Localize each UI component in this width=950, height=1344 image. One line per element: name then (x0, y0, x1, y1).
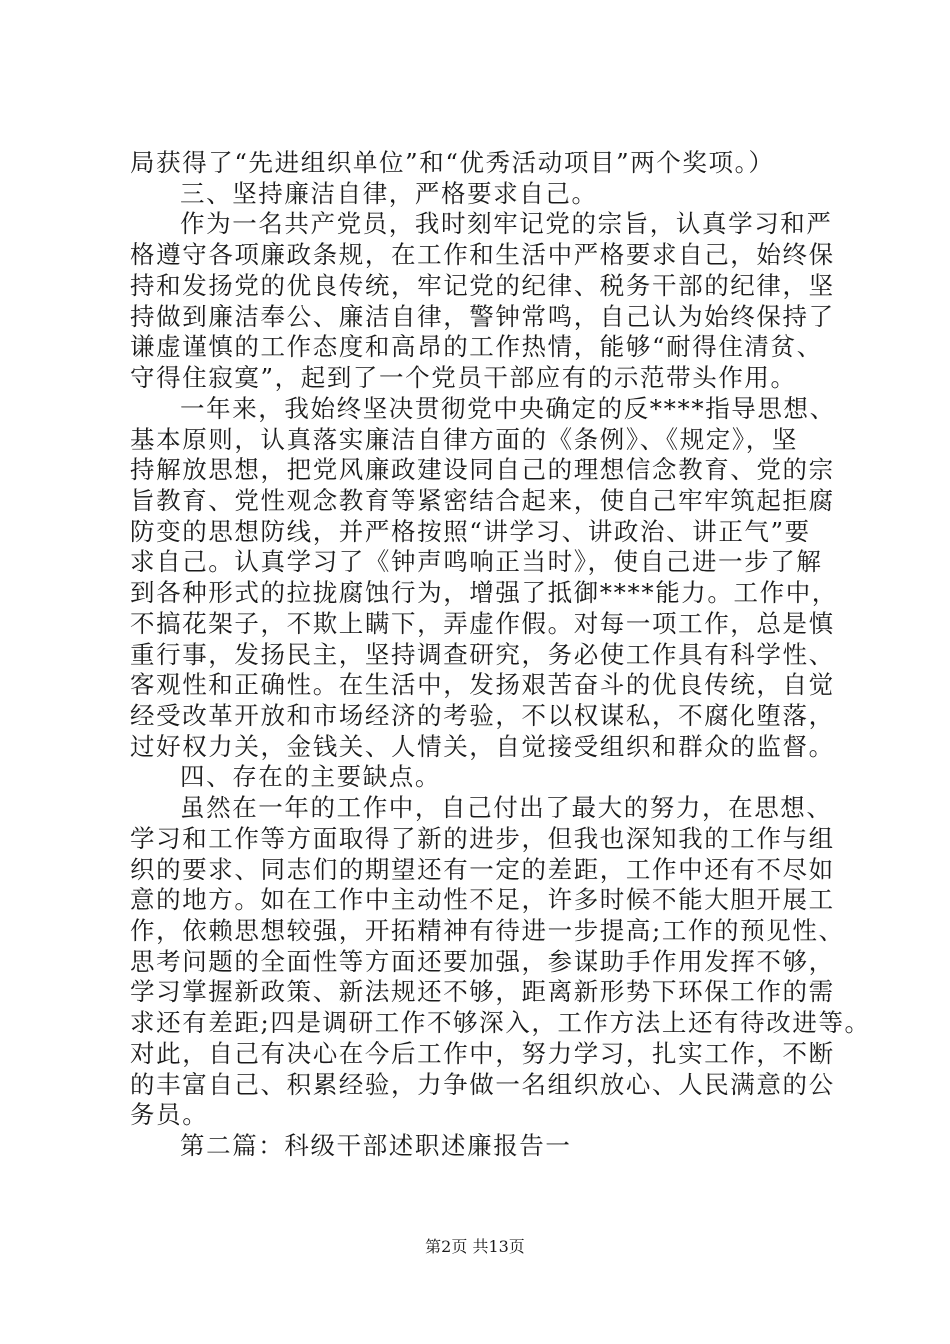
section-heading: 第二篇：科级干部述职述廉报告一 (180, 1131, 572, 1160)
text-line: 局获得了“先进组织单位”和“优秀活动项目”两个奖项。） (130, 148, 775, 177)
text-line: 谦虚谨慎的工作态度和高昂的工作热情，能够“耐得住清贫、 (130, 332, 823, 362)
text-line: 虽然在一年的工作中，自己付出了最大的努力，在思想、 (180, 793, 833, 823)
text-line: 防变的思想防线，并严格按照“讲学习、讲政治、讲正气”要 (130, 516, 811, 546)
text-line: 持和发扬党的优良传统，牢记党的纪律、税务干部的纪律，坚 (130, 270, 835, 300)
text-line: 的丰富自己、积累经验，力争做一名组织放心、人民满意的公 (130, 1069, 835, 1099)
text-line: 基本原则，认真落实廉洁自律方面的《条例》、《规定》，坚 (130, 424, 798, 454)
text-line: 持做到廉洁奉公、廉洁自律，警钟常鸣，自己认为始终保持了 (130, 301, 835, 331)
text-line: 学习掌握新政策、新法规还不够，距离新形势下环保工作的需 (130, 977, 835, 1007)
text-line: 求还有差距;四是调研工作不够深入，工作方法上还有待改进等。 (130, 1008, 871, 1038)
section-heading: 三、坚持廉洁自律，严格要求自己。 (180, 178, 598, 208)
text-line: 过好权力关，金钱关、人情关，自觉接受组织和群众的监督。 (130, 731, 835, 761)
text-line: 持解放思想，把党风廉政建设同自己的理想信念教育、党的宗 (130, 455, 835, 485)
text-line: 织的要求、同志们的期望还有一定的差距，工作中还有不尽如 (130, 854, 835, 884)
page-number-footer: 第2页 共13页 (425, 1237, 525, 1256)
text-line: 到各种形式的拉拢腐蚀行为，增强了抵御****能力。工作中， (130, 578, 838, 608)
text-line: 守得住寂寞”，起到了一个党员干部应有的示范带头作用。 (130, 363, 797, 392)
text-line: 思考问题的全面性等方面还要加强，参谋助手作用发挥不够， (130, 946, 835, 976)
text-line: 客观性和正确性。在生活中，发扬艰苦奋斗的优良传统，自觉 (130, 670, 835, 700)
text-line: 不搞花架子，不欺上瞒下，弄虚作假。对每一项工作，总是慎 (130, 608, 835, 638)
text-line: 学习和工作等方面取得了新的进步，但我也深知我的工作与组 (130, 823, 835, 853)
text-line: 旨教育、党性观念教育等紧密结合起来，使自己牢牢筑起拒腐 (130, 485, 835, 515)
section-heading: 四、存在的主要缺点。 (180, 762, 441, 792)
text-line: 经受改革开放和市场经济的考验，不以权谋私，不腐化堕落， (130, 700, 835, 730)
text-line: 对此，自己有决心在今后工作中，努力学习，扎实工作，不断 (130, 1038, 835, 1068)
text-line: 作为一名共产党员，我时刻牢记党的宗旨，认真学习和严 (180, 209, 833, 239)
text-line: 意的地方。如在工作中主动性不足，许多时候不能大胆开展工 (130, 885, 835, 915)
text-line: 重行事，发扬民主，坚持调查研究，务必使工作具有科学性、 (130, 639, 835, 669)
text-line: 格遵守各项廉政条规，在工作和生活中严格要求自己，始终保 (130, 240, 835, 270)
text-line: 务员。 (130, 1100, 209, 1130)
text-line: 一年来，我始终坚决贯彻党中央确定的反****指导思想、 (180, 393, 836, 423)
text-line: 求自己。认真学习了《钟声鸣响正当时》，使自己进一步了解 (130, 547, 823, 577)
text-line: 作，依赖思想较强，开拓精神有待进一步提高;工作的预见性、 (130, 916, 845, 945)
